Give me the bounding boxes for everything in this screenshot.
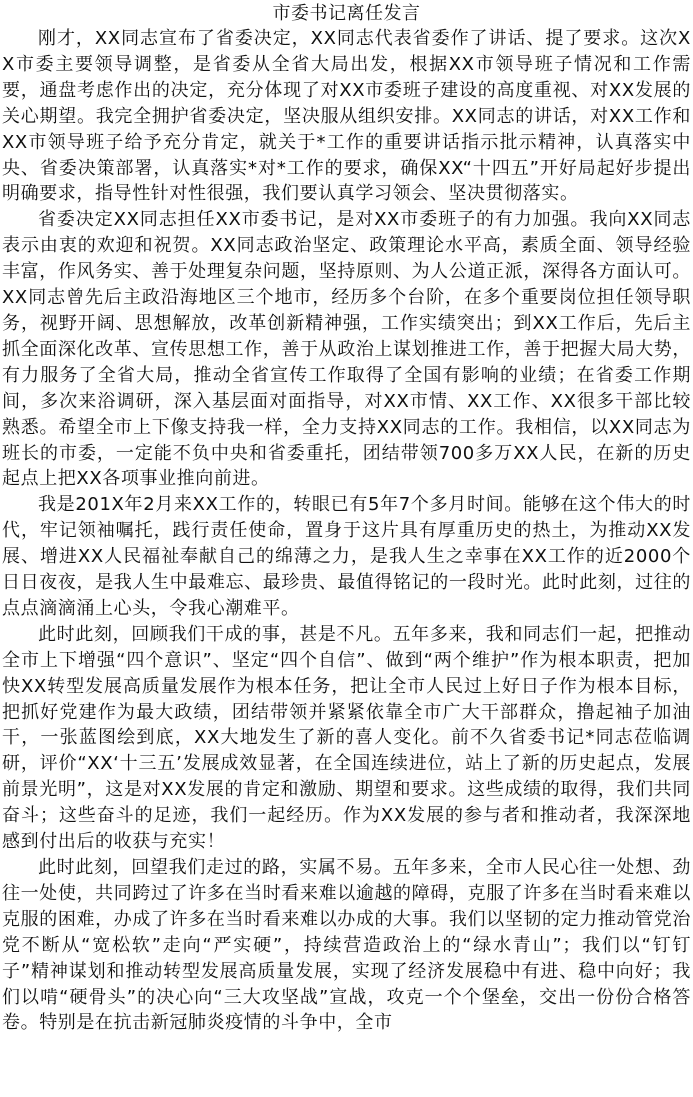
paragraph-5: 此时此刻，回望我们走过的路，实属不易。五年多来，全市人民心往一处想、劲往一处使，共同跨过了许多在当时看来难以逾越的障碍，克服了许多在当时看来难以克服的困难，办成了许多在当时看来难以办成的大事。我们以坚韧的定力推动管党治党不断从“宽松软”走向“严实硬”，持续营造政治上的“绿水青山”；我们以“钉钉子”精神谋划和推动转型发展高质量发展，实现了经济发展稳中有进、稳中向好；我们以啃“硬骨头”的决心向“三大攻坚战”宣战，攻克一个个堡垒，交出一份份合格答卷。特别是在抗击新冠肺炎疫情的斗争中，全市: [2, 857, 691, 1034]
paragraph-4: 此时此刻，回顾我们干成的事，甚是不凡。五年多来，我和同志们一起，把推动全市上下增强“四个意识”、坚定“四个自信”、做到“两个维护”作为根本职责，把加快XX转型发展高质量发展作为根本任务，把让全市人民过上好日子作为根本目标，把抓好党建作为最大政绩，团结带领并紧紧依靠全市广大干部群众，撸起袖子加油干，一张蓝图绘到底，XX大地发生了新的喜人变化。前不久省委书记*同志莅临调研，评价“XX‘十三五’发展成效显著，在全国连续进位，站上了新的历史起点，发展前景光明”，这是对XX发展的肯定和激励、期望和要求。这些成绩的取得，我们共同奋斗；这些奋斗的足迹，我们一起经历。作为XX发展的参与者和推动者，我深深地感到付出后的收获与充实！: [2, 623, 691, 853]
document-title: 市委书记离任发言: [272, 3, 421, 24]
paragraph-1: 刚才，XX同志宣布了省委决定，XX同志代表省委作了讲话、提了要求。这次XX市委主要领导调整，是省委从全省大局出发，根据XX市领导班子情况和工作需要，通盘考虑作出的决定，充分体现了对XX市委班子建设的高度重视、对XX发展的关心期望。我完全拥护省委决定，坚决服从组织安排。XX同志的讲话，对XX工作和XX市领导班子给予充分肯定，就关于*工作的重要讲话指示批示精神，认真落实中央、省委决策部署，认真落实*对*工作的要求，确保XX“十四五”开好局起好步提出明确要求，指导性针对性很强，我们要认真学习领会、坚决贯彻落实。: [2, 28, 691, 205]
paragraph-3: 我是201X年2月来XX工作的，转眼已有5年7个多月时间。能够在这个伟大的时代，牢记领袖嘱托，践行责任使命，置身于这片具有厚重历史的热土，为推动XX发展、增进XX人民福祉奉献自己的绵薄之力，是我人生之幸事在XX工作的近2000个日日夜夜，是我人生中最难忘、最珍贵、最值得铭记的一段时光。此时此刻，过往的点点滴滴涌上心头，令我心潮难平。: [2, 494, 691, 619]
paragraph-2: 省委决定XX同志担任XX市委书记，是对XX市委班子的有力加强。我向XX同志表示由衷的欢迎和祝贺。XX同志政治坚定、政策理论水平高，素质全面、领导经验丰富，作风务实、善于处理复杂问题，坚持原则、为人公道正派，深得各方面认可。XX同志曾先后主政沿海地区三个地市，经历多个台阶，在多个重要岗位担任领导职务，视野开阔、思想解放，改革创新精神强，工作实绩突出；到XX工作后，先后主抓全面深化改革、宣传思想工作，善于从政治上谋划推进工作，善于把握大局大势，有力服务了全省大局，推动全省宣传工作取得了全国有影响的业绩；在省委工作期间，多次来浴调研，深入基层面对面指导，对XX市情、XX工作、XX很多干部比较熟悉。希望全市上下像支持我一样，全力支持XX同志的工作。我相信，以XX同志为班长的市委，一定能不负中央和省委重托，团结带领700多万XX人民，在新的历史起点上把XX各项事业推向前进。: [2, 209, 691, 490]
